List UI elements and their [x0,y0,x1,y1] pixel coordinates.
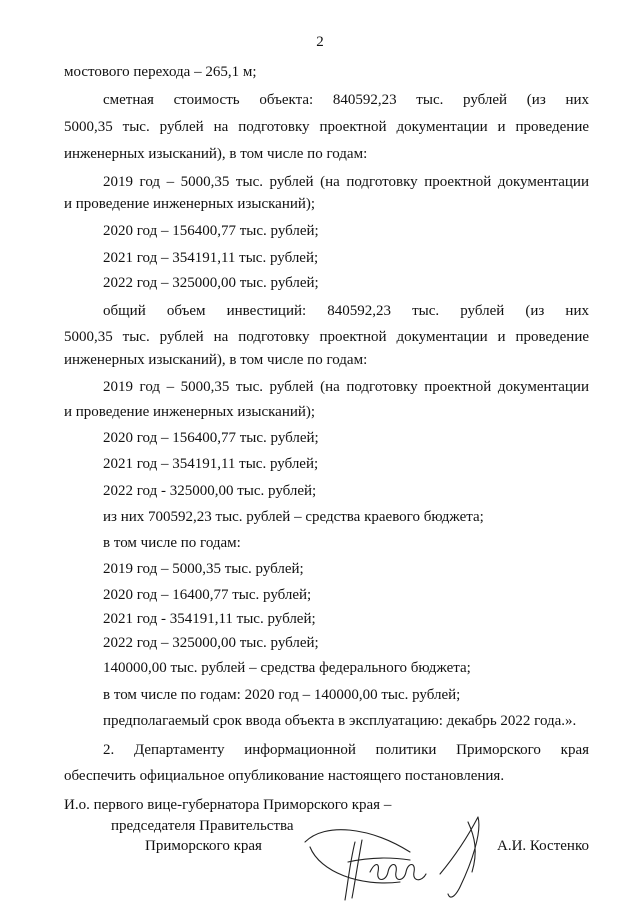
text-line: инженерных изысканий), в том числе по годам: [64,146,368,162]
text-line: инженерных изысканий), в том числе по годам: [64,352,368,368]
signatory-position: Приморского края [145,838,262,854]
text-line: сметная стоимость объекта: 840592,23 тыс. рублей (из них [103,92,589,108]
text-line: 2021 год - 354191,11 тыс. рублей; [103,611,316,627]
text-line: 2022 год – 325000,00 тыс. рублей; [103,635,319,651]
text-line: 2021 год – 354191,11 тыс. рублей; [103,250,319,266]
page-number: 2 [316,34,324,50]
text-line: 2. Департаменту информационной политики Приморского края [103,742,589,758]
signatory-position: И.о. первого вице-губернатора Приморского края – [64,797,392,813]
text-line: 140000,00 тыс. рублей – средства федерального бюджета; [103,660,471,676]
text-line: обеспечить официальное опубликование настоящего постановления. [64,768,505,784]
text-line: 2020 год – 156400,77 тыс. рублей; [103,430,319,446]
text-line: из них 700592,23 тыс. рублей – средства краевого бюджета; [103,509,484,525]
text-line: мостового перехода – 265,1 м; [64,64,257,80]
signatory-name: А.И. Костенко [497,838,589,854]
text-line: 2019 год – 5000,35 тыс. рублей; [103,561,304,577]
text-line: 5000,35 тыс. рублей на подготовку проектной документации и проведение [64,119,589,135]
handwritten-signature [300,802,500,902]
signatory-position: председателя Правительства [111,818,294,834]
text-line: 2022 год - 325000,00 тыс. рублей; [103,483,317,499]
text-line: 2021 год – 354191,11 тыс. рублей; [103,456,319,472]
text-line: в том числе по годам: [103,535,241,551]
text-line: 2020 год – 156400,77 тыс. рублей; [103,223,319,239]
text-line: 5000,35 тыс. рублей на подготовку проектной документации и проведение [64,329,589,345]
text-line: и проведение инженерных изысканий); [64,404,316,420]
text-line: предполагаемый срок ввода объекта в эксплуатацию: декабрь 2022 года.». [103,713,577,729]
text-line: в том числе по годам: 2020 год – 140000,00 тыс. рублей; [103,687,461,703]
text-line: 2022 год – 325000,00 тыс. рублей; [103,275,319,291]
text-line: общий объем инвестиций: 840592,23 тыс. рублей (из них [103,303,589,319]
text-line: 2019 год – 5000,35 тыс. рублей (на подготовку проектной документации [103,379,589,395]
text-line: 2019 год – 5000,35 тыс. рублей (на подготовку проектной документации [103,174,589,190]
text-line: 2020 год – 16400,77 тыс. рублей; [103,587,312,603]
text-line: и проведение инженерных изысканий); [64,196,316,212]
